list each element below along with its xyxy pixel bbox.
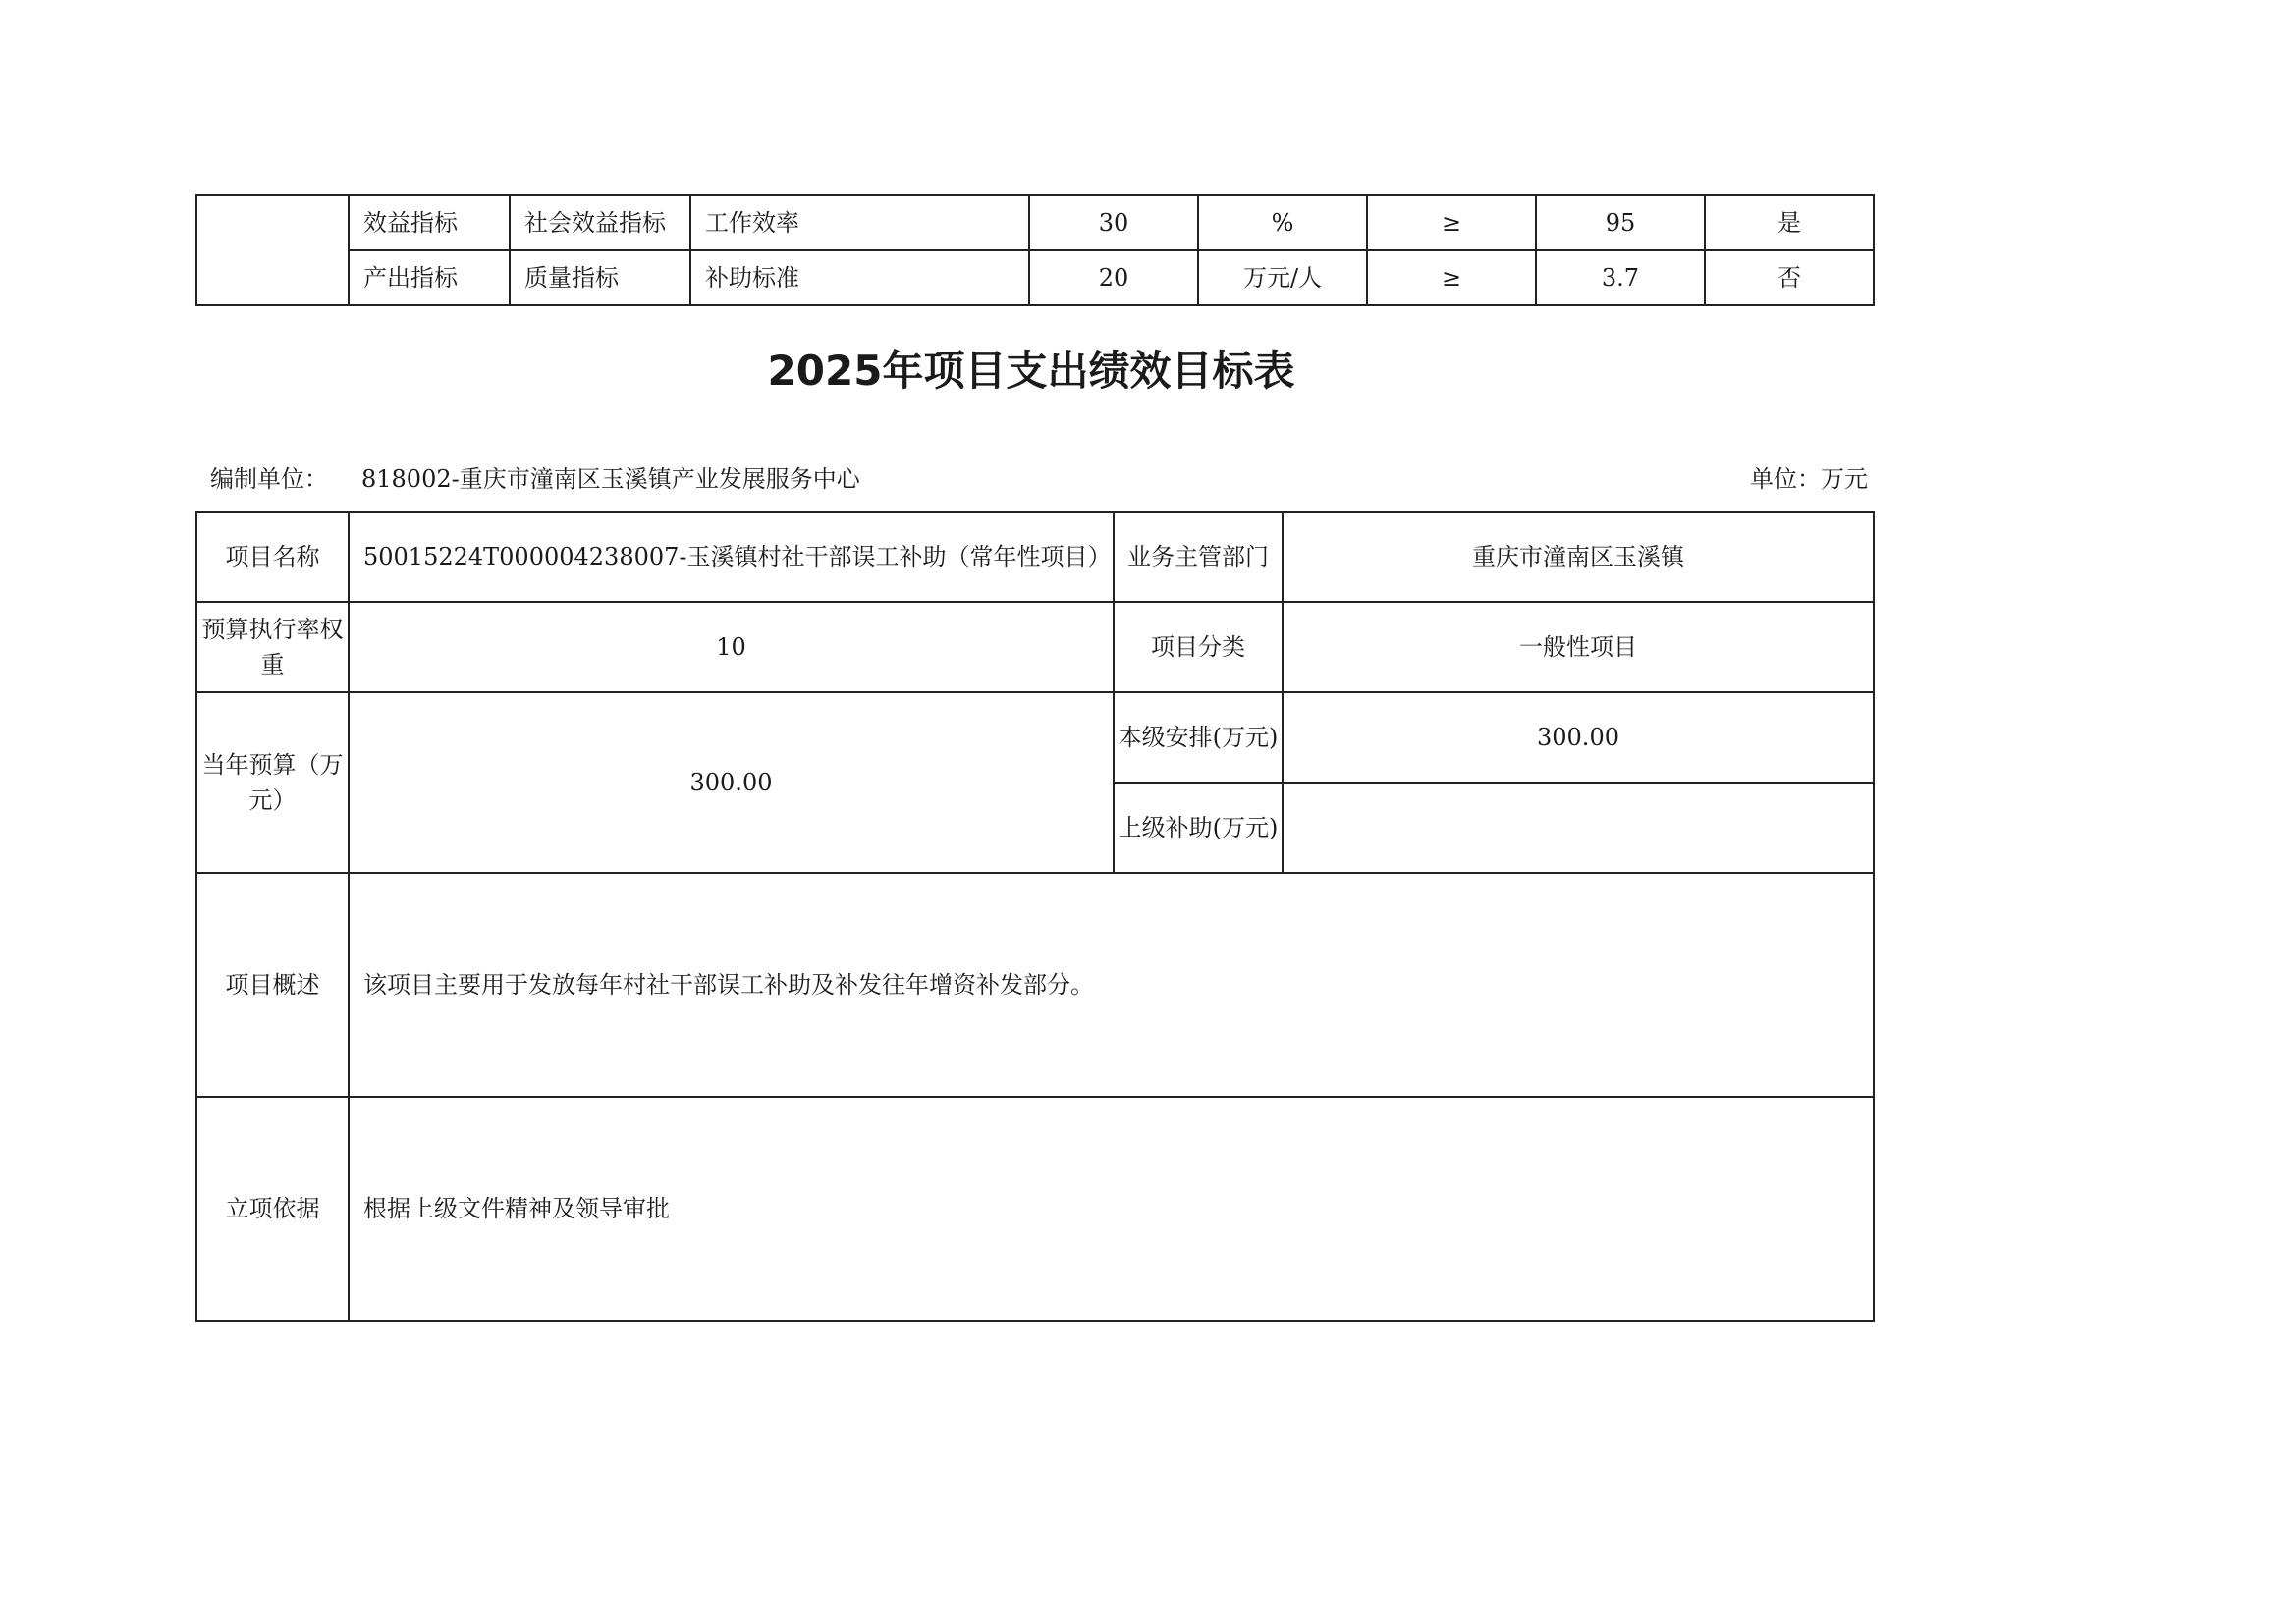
table-cell: 20	[1029, 250, 1198, 305]
page-title: 2025年项目支出绩效目标表	[767, 347, 1295, 395]
category-value: 一般性项目	[1283, 602, 1874, 692]
compiling-unit-value: 818002-重庆市潼南区玉溪镇产业发展服务中心	[361, 465, 860, 493]
project-name-value: 50015224T000004238007-玉溪镇村社干部误工补助（常年性项目）	[349, 512, 1114, 602]
table-cell: 否	[1705, 250, 1874, 305]
overview-label: 项目概述	[196, 873, 349, 1097]
performance-indicator-table	[195, 194, 1875, 306]
table-row	[196, 1097, 1874, 1321]
budget-label: 当年预算（万元）	[196, 692, 349, 873]
dept-value: 重庆市潼南区玉溪镇	[1283, 512, 1874, 602]
table-cell: 效益指标	[349, 195, 510, 250]
table-cell: ≥	[1367, 250, 1536, 305]
category-label: 项目分类	[1114, 602, 1283, 692]
table-cell: ≥	[1367, 195, 1536, 250]
table-cell	[196, 195, 349, 305]
table-cell: 3.7	[1536, 250, 1705, 305]
basis-label: 立项依据	[196, 1097, 349, 1321]
upper-subsidy-label: 上级补助(万元)	[1114, 783, 1283, 873]
table-cell: 30	[1029, 195, 1198, 250]
table-cell: 万元/人	[1198, 250, 1367, 305]
table-row	[196, 195, 1874, 250]
table-cell: %	[1198, 195, 1367, 250]
basis-value: 根据上级文件精神及领导审批	[349, 1097, 1874, 1321]
table-cell: 产出指标	[349, 250, 510, 305]
dept-label: 业务主管部门	[1114, 512, 1283, 602]
table-cell: 质量指标	[510, 250, 690, 305]
table-cell: 社会效益指标	[510, 195, 690, 250]
local-arrangement-label: 本级安排(万元)	[1114, 692, 1283, 783]
table-cell: 95	[1536, 195, 1705, 250]
table-cell: 是	[1705, 195, 1874, 250]
table-row	[196, 692, 1874, 783]
overview-value: 该项目主要用于发放每年村社干部误工补助及补发往年增资补发部分。	[349, 873, 1874, 1097]
table-row	[196, 873, 1874, 1097]
table-cell: 工作效率	[690, 195, 1029, 250]
compiling-unit-label: 编制单位：	[210, 465, 328, 493]
table-row	[196, 512, 1874, 602]
local-arrangement-value: 300.00	[1283, 692, 1874, 783]
table-row	[196, 602, 1874, 692]
budget-value: 300.00	[349, 692, 1114, 873]
table-row	[196, 250, 1874, 305]
currency-unit: 单位：万元	[1750, 465, 1868, 493]
table-cell: 补助标准	[690, 250, 1029, 305]
weight-value: 10	[349, 602, 1114, 692]
upper-subsidy-value	[1283, 783, 1874, 873]
project-target-table	[195, 511, 1875, 1322]
weight-label: 预算执行率权重	[196, 602, 349, 692]
project-name-label: 项目名称	[196, 512, 349, 602]
